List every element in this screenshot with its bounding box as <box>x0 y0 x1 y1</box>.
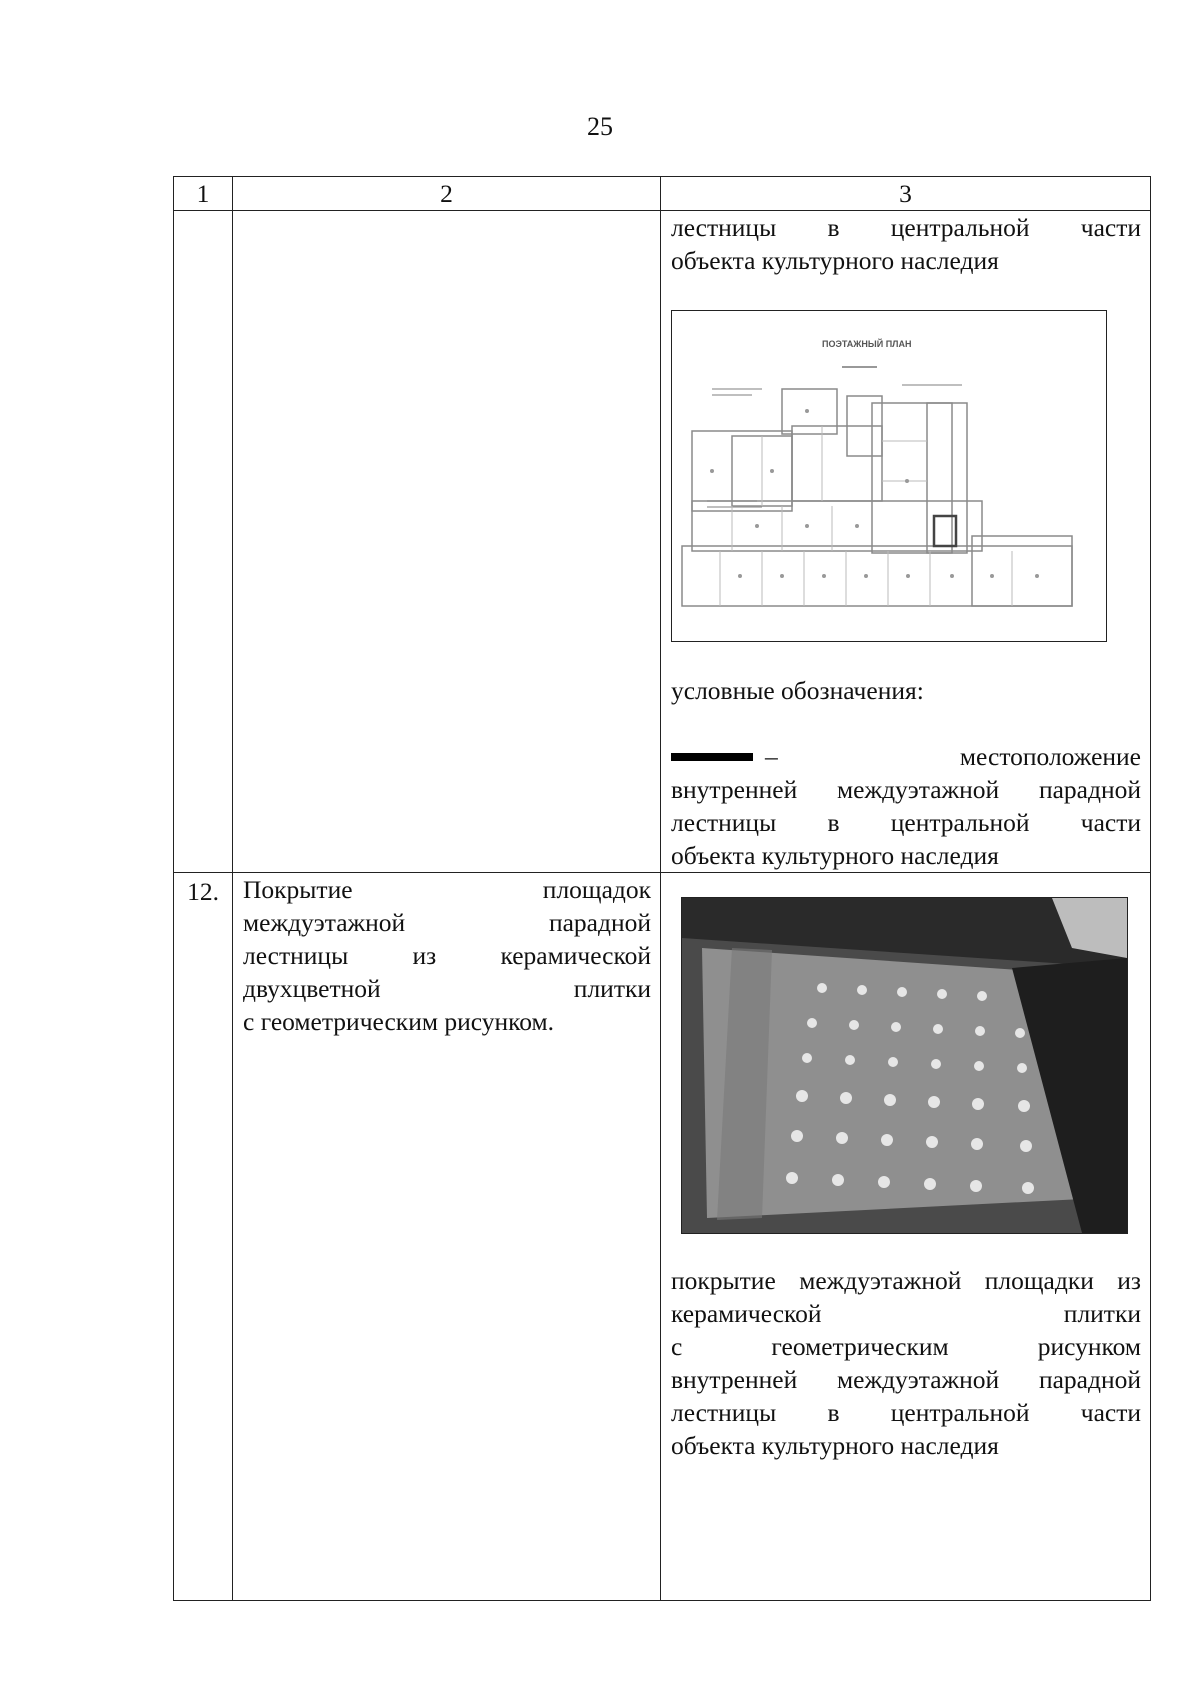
floor-plan-drawing <box>672 311 1106 641</box>
description-line: двухцветной плитки <box>243 974 651 1003</box>
text-line: объекта культурного наследия <box>671 246 999 275</box>
description-cell <box>233 873 661 1601</box>
description-line: с геометрическим рисунком. <box>243 1007 554 1036</box>
header-col-3: 3 <box>661 177 1151 211</box>
header-col-1: 1 <box>174 177 233 211</box>
legend-text-line: внутренней междуэтажной парадной <box>671 775 1141 804</box>
caption-line: внутренней междуэтажной парадной <box>671 1365 1141 1394</box>
header-col-2: 2 <box>233 177 661 211</box>
legend-title: условные обозначения: <box>671 676 924 705</box>
row-number-cell-empty <box>174 211 233 873</box>
illustration-cell <box>661 873 1151 1601</box>
table-row-12 <box>174 873 1151 1601</box>
caption-line: лестницы в центральной части <box>671 1398 1141 1427</box>
legend-text-first: местоположение <box>959 742 1141 771</box>
table-row-continuation <box>174 211 1151 873</box>
illustration-cell <box>661 211 1151 873</box>
plan-title-lettering: ПОЭТАЖНЫЙ ПЛАН <box>822 339 912 349</box>
legend-dash: – <box>765 742 778 771</box>
description-line: междуэтажной парадной <box>243 908 651 937</box>
description-line: лестницы из керамической <box>243 941 651 970</box>
text-line: лестницы в центральной части <box>671 213 1141 242</box>
caption-line: объекта культурного наследия <box>671 1431 999 1460</box>
floor-plan-figure <box>671 310 1107 642</box>
objects-table <box>173 176 1151 1601</box>
tile-floor-photo <box>681 897 1128 1234</box>
page-number: 25 <box>587 112 613 141</box>
caption-line: керамической плитки <box>671 1299 1141 1328</box>
legend-line-symbol <box>671 753 753 761</box>
caption-line: покрытие междуэтажной площадки из <box>671 1266 1141 1295</box>
legend-text-line: объекта культурного наследия <box>671 841 999 870</box>
row-number: 12. <box>174 873 233 1601</box>
legend-entry <box>671 740 1141 773</box>
table-header-row <box>174 177 1151 211</box>
legend-text-line: лестницы в центральной части <box>671 808 1141 837</box>
description-line: Покрытие площадок <box>243 875 651 904</box>
description-cell-empty <box>233 211 661 873</box>
caption-line: с геометрическим рисунком <box>671 1332 1141 1361</box>
tile-floor-image <box>682 898 1127 1233</box>
